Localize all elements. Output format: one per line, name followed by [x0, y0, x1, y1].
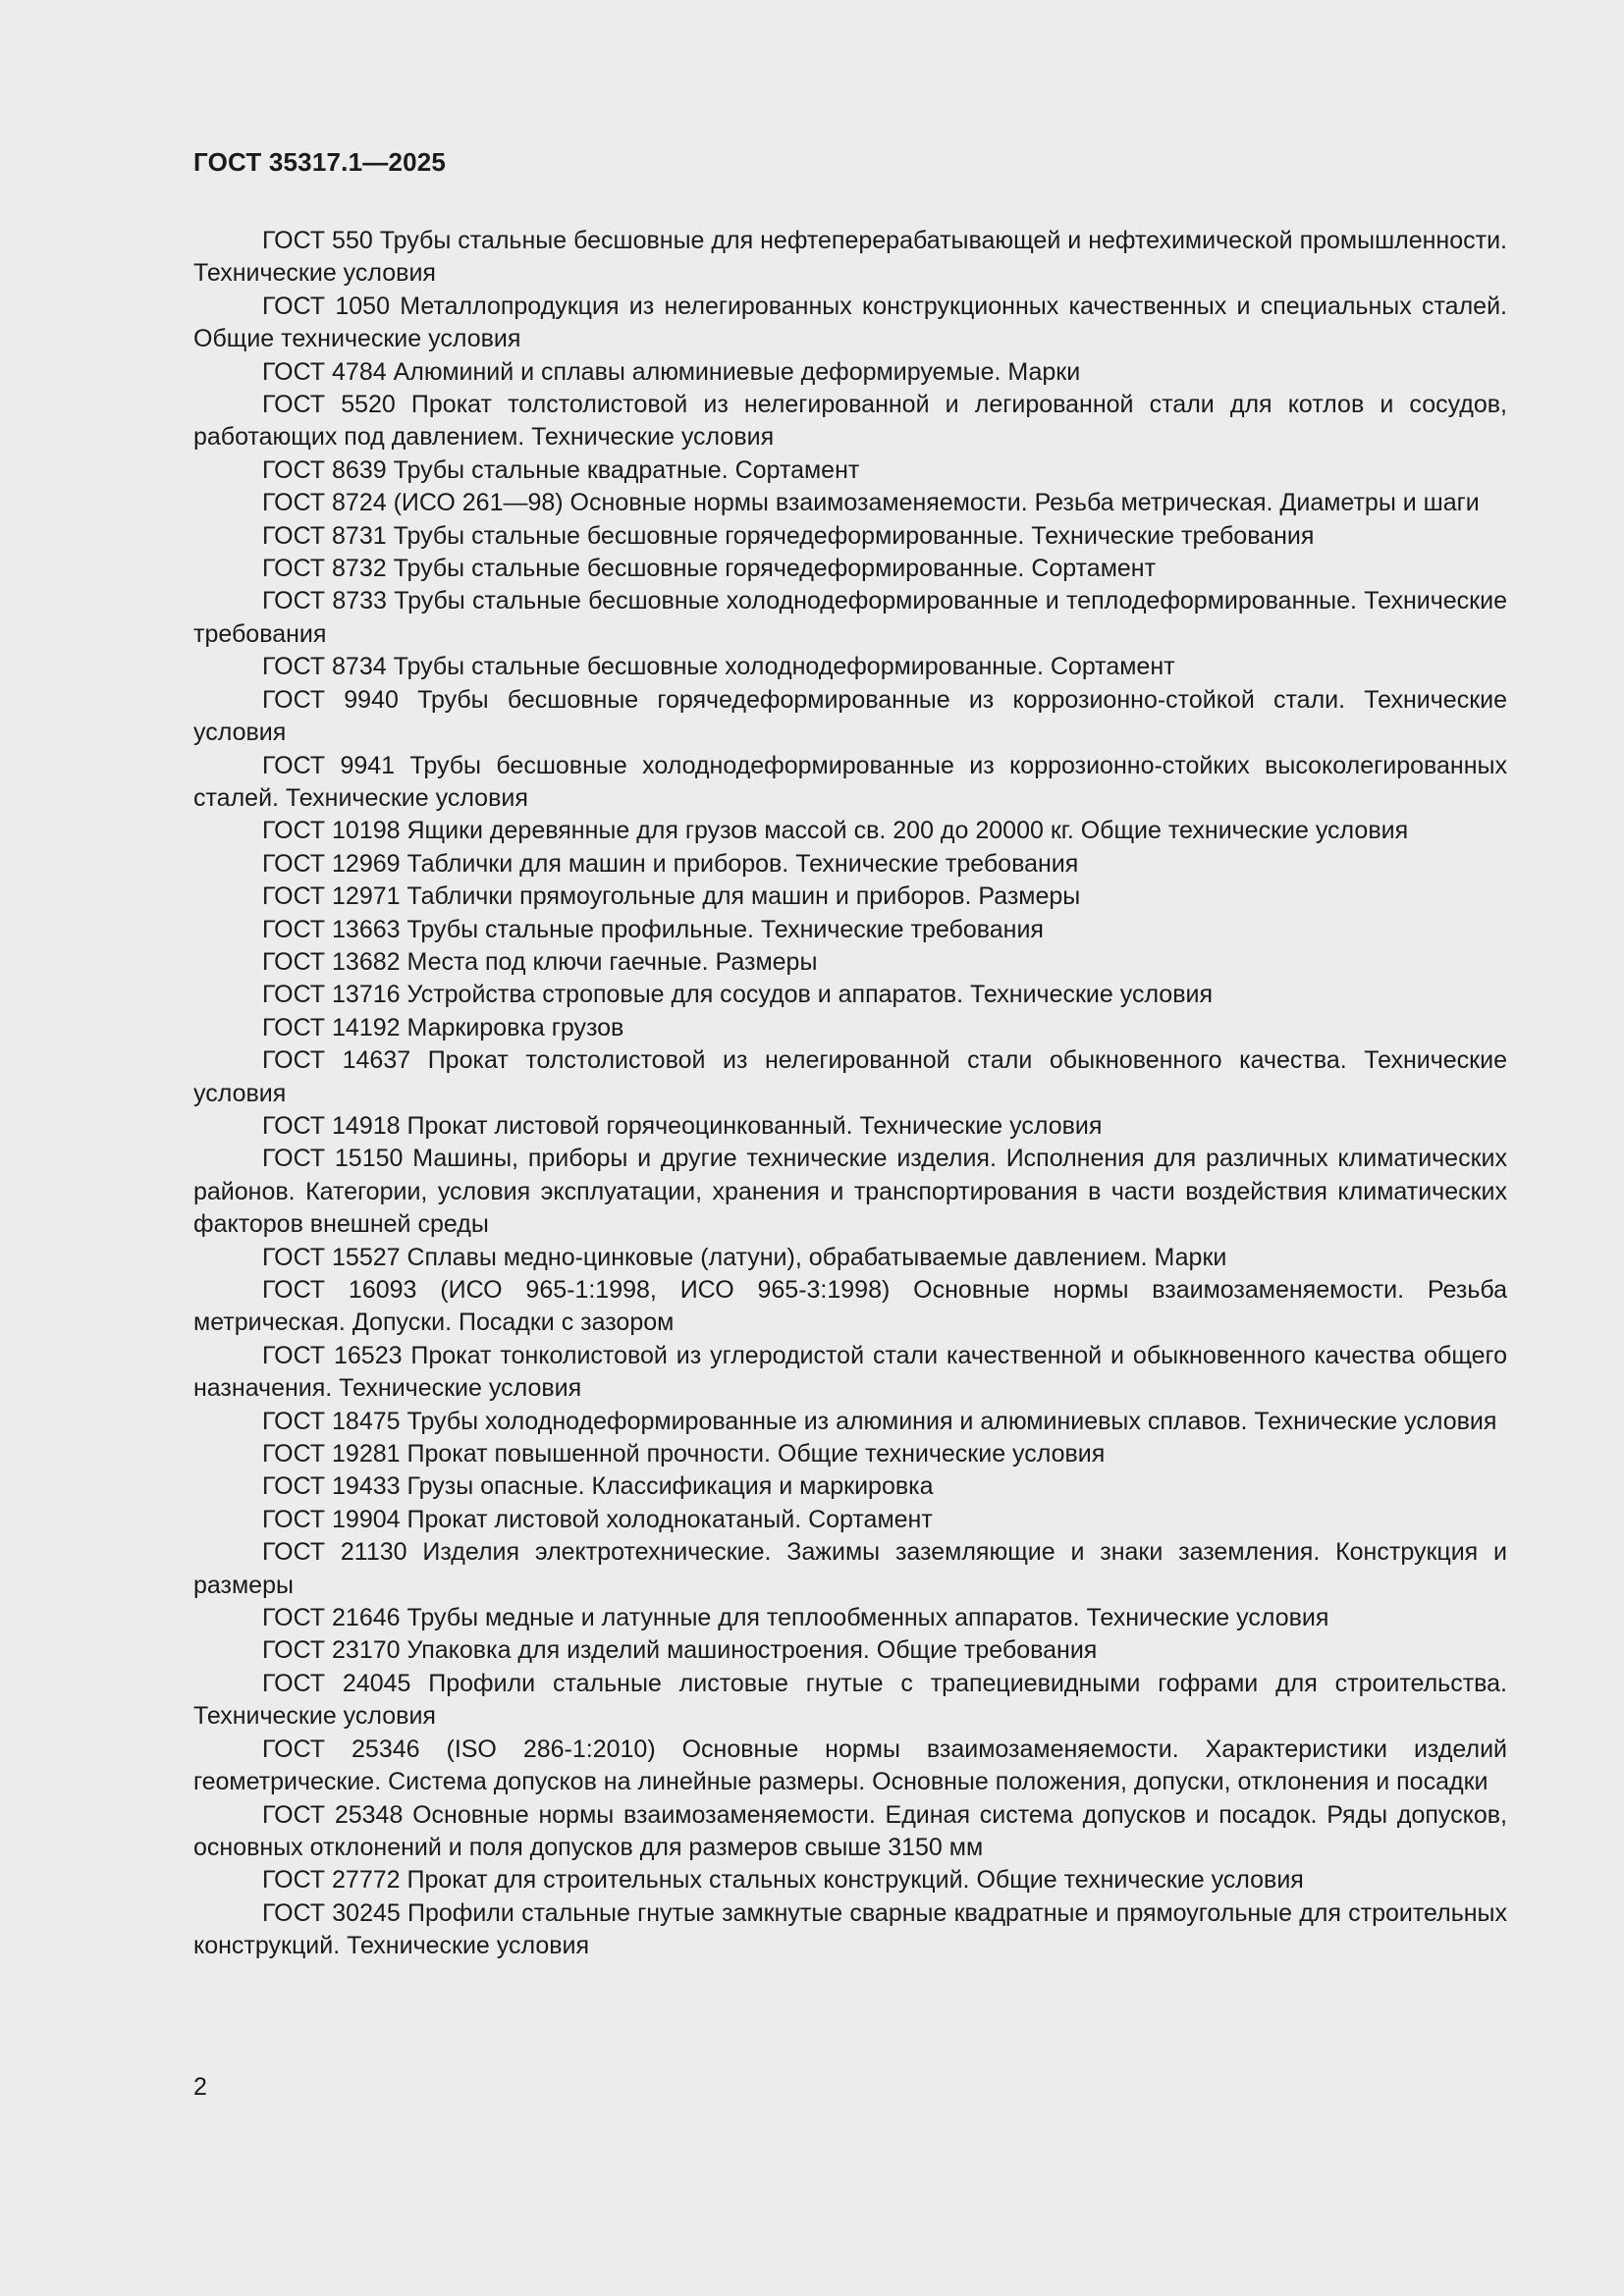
reference-entry: ГОСТ 13682 Места под ключи гаечные. Размеры — [262, 947, 818, 976]
page-number: 2 — [193, 2073, 207, 2101]
normative-references-list — [193, 225, 1507, 1963]
reference-entry: ГОСТ 550 Трубы стальные бесшовные для нефтеперерабатывающей и нефтехимической промышленности. Технические условия — [193, 227, 1507, 288]
reference-entry: ГОСТ 12969 Таблички для машин и приборов. Технические требования — [262, 849, 1079, 878]
reference-entry: ГОСТ 15150 Машины, приборы и другие технические изделия. Исполнения для различных климатических районов. Категории, условия эксплуатации, хранения и транспортирования в части воздействия климатических факторов внешней среды — [193, 1145, 1507, 1239]
reference-entry: ГОСТ 8734 Трубы стальные бесшовные холоднодеформированные. Сортамент — [262, 653, 1175, 681]
reference-entry: ГОСТ 27772 Прокат для строительных стальных конструкций. Общие технические условия — [262, 1866, 1304, 1895]
reference-entry: ГОСТ 14918 Прокат листовой горячеоцинкованный. Технические условия — [262, 1111, 1103, 1140]
reference-entry: ГОСТ 19433 Грузы опасные. Классификация и маркировка — [262, 1472, 934, 1501]
reference-entry: ГОСТ 9941 Трубы бесшовные холоднодеформированные из коррозионно-стойких высоколегированных сталей. Технические условия — [193, 751, 1507, 812]
reference-entry: ГОСТ 24045 Профили стальные листовые гнутые с трапециевидными гофрами для строительства. Технические условия — [193, 1669, 1507, 1731]
reference-entry: ГОСТ 19904 Прокат листовой холоднокатаный. Сортамент — [262, 1505, 933, 1533]
reference-entry: ГОСТ 14192 Маркировка грузов — [262, 1013, 624, 1041]
reference-entry: ГОСТ 14637 Прокат толстолистовой из нелегированной стали обыкновенного качества. Технические условия — [193, 1046, 1507, 1107]
reference-entry: ГОСТ 30245 Профили стальные гнутые замкнутые сварные квадратные и прямоугольные для строительных конструкций. Технические условия — [193, 1898, 1507, 1960]
reference-entry: ГОСТ 16523 Прокат тонколистовой из углеродистой стали качественной и обыкновенного качества общего назначения. Технические условия — [193, 1341, 1507, 1403]
reference-entry: ГОСТ 5520 Прокат толстолистовой из нелегированной и легированной стали для котлов и сосудов, работающих под давлением. Технические условия — [193, 391, 1507, 452]
reference-entry: ГОСТ 4784 Алюминий и сплавы алюминиевые деформируемые. Марки — [262, 357, 1081, 386]
reference-entry: ГОСТ 25346 (ISO 286-1:2010) Основные нормы взаимозаменяемости. Характеристики изделий геометрические. Система допусков на линейные размеры. Основные положения, допуски, отклонения и посадки — [193, 1735, 1507, 1796]
reference-entry: ГОСТ 21130 Изделия электротехнические. Зажимы заземляющие и знаки заземления. Конструкция и размеры — [193, 1538, 1507, 1599]
reference-entry: ГОСТ 9940 Трубы бесшовные горячедеформированные из коррозионно-стойкой стали. Технические условия — [193, 685, 1507, 747]
reference-entry: ГОСТ 18475 Трубы холоднодеформированные из алюминия и алюминиевых сплавов. Технические условия — [262, 1407, 1497, 1435]
reference-entry: ГОСТ 10198 Ящики деревянные для грузов массой св. 200 до 20000 кг. Общие технические условия — [262, 817, 1409, 845]
reference-entry: ГОСТ 1050 Металлопродукция из нелегированных конструкционных качественных и специальных сталей. Общие технические условия — [193, 292, 1507, 353]
reference-entry: ГОСТ 16093 (ИСО 965-1:1998, ИСО 965-3:1998) Основные нормы взаимозаменяемости. Резьба метрическая. Допуски. Посадки с зазором — [193, 1276, 1507, 1337]
reference-entry: ГОСТ 21646 Трубы медные и латунные для теплообменных аппаратов. Технические условия — [262, 1604, 1329, 1632]
reference-entry: ГОСТ 8731 Трубы стальные бесшовные горячедеформированные. Технические требования — [262, 521, 1315, 550]
reference-entry: ГОСТ 13716 Устройства строповые для сосудов и аппаратов. Технические условия — [262, 981, 1213, 1009]
reference-entry: ГОСТ 25348 Основные нормы взаимозаменяемости. Единая система допусков и посадок. Ряды допусков, основных отклонений и поля допусков для размеров свыше 3150 мм — [193, 1800, 1507, 1861]
reference-entry: ГОСТ 19281 Прокат повышенной прочности. Общие технические условия — [262, 1440, 1106, 1468]
reference-entry: ГОСТ 8724 (ИСО 261—98) Основные нормы взаимозаменяемости. Резьба метрическая. Диаметры и шаги — [262, 489, 1480, 517]
document-header: ГОСТ 35317.1—2025 — [193, 147, 447, 177]
reference-entry: ГОСТ 8733 Трубы стальные бесшовные холоднодеформированные и теплодеформированные. Технические требования — [193, 587, 1507, 648]
reference-entry: ГОСТ 8732 Трубы стальные бесшовные горячедеформированные. Сортамент — [262, 555, 1157, 583]
reference-entry: ГОСТ 8639 Трубы стальные квадратные. Сортамент — [262, 455, 860, 484]
reference-entry: ГОСТ 23170 Упаковка для изделий машиностроения. Общие требования — [262, 1636, 1098, 1665]
reference-entry: ГОСТ 12971 Таблички прямоугольные для машин и приборов. Размеры — [262, 882, 1081, 911]
reference-entry: ГОСТ 13663 Трубы стальные профильные. Технические требования — [262, 915, 1044, 943]
reference-entry: ГОСТ 15527 Сплавы медно-цинковые (латуни), обрабатываемые давлением. Марки — [262, 1243, 1227, 1271]
